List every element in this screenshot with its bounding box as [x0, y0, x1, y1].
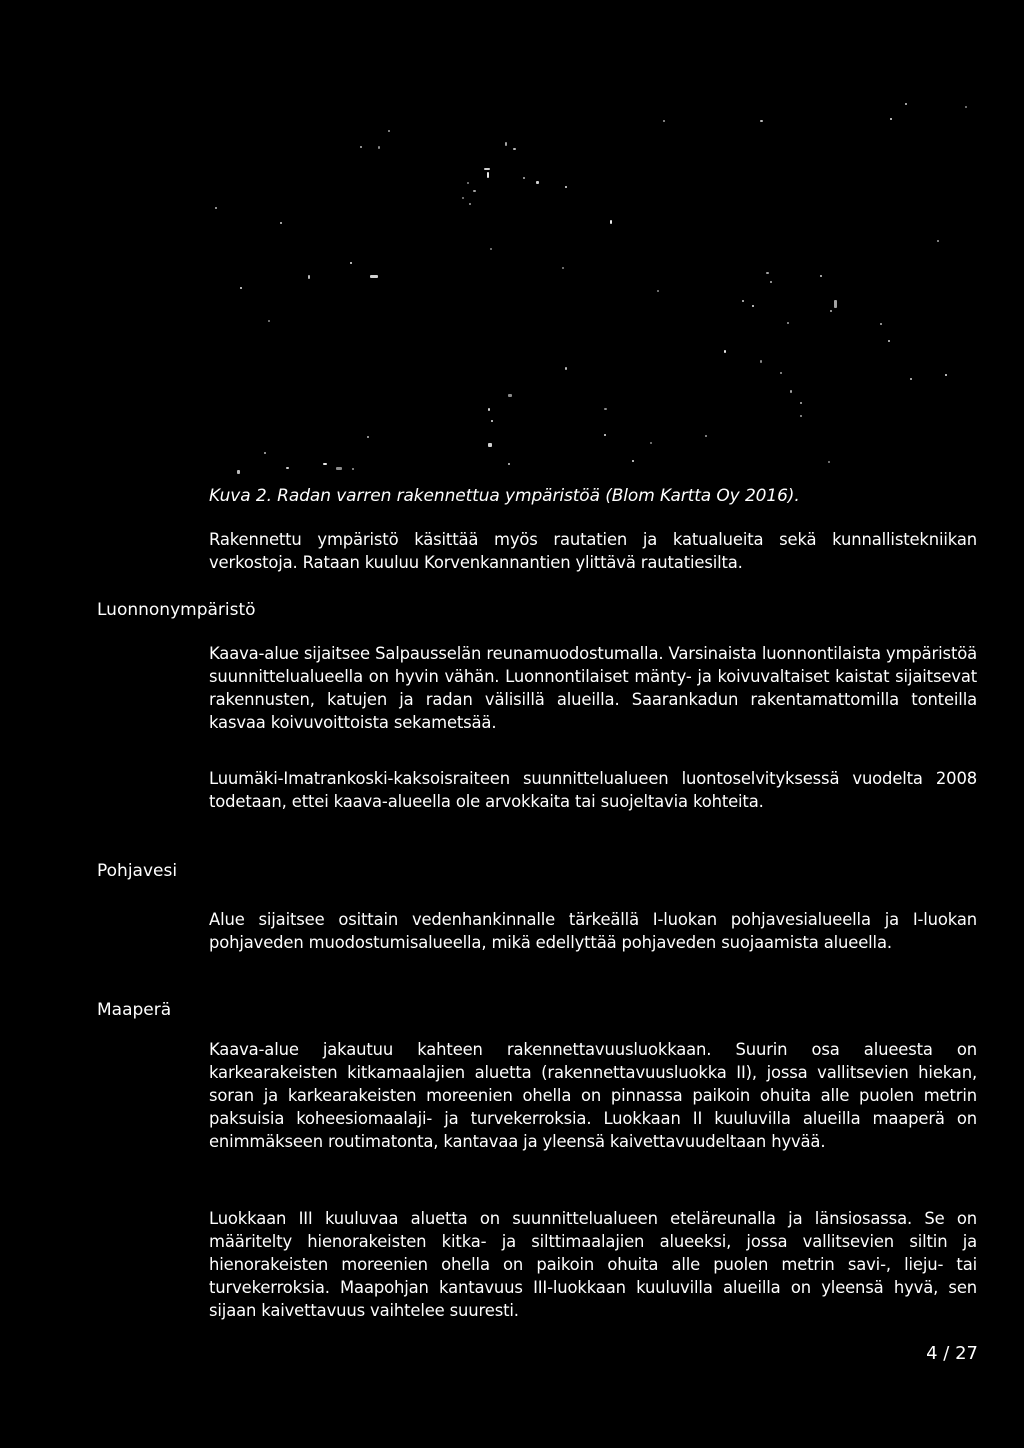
photo-speck — [488, 443, 492, 447]
photo-speck — [937, 240, 939, 242]
photo-speck — [491, 420, 493, 422]
photo-speck — [650, 442, 652, 444]
photo-speck — [286, 467, 289, 469]
photo-speck — [508, 394, 512, 397]
photo-speck — [308, 275, 310, 279]
photo-speck — [787, 322, 789, 324]
photo-speck — [945, 374, 947, 376]
photo-speck — [350, 262, 352, 264]
photo-speck — [828, 461, 830, 463]
photo-speck — [604, 434, 606, 436]
photo-speck — [378, 146, 380, 149]
photo-speck — [724, 350, 726, 353]
paragraph-pohjavesi: Alue sijaitsee osittain vedenhankinnalle tärkeällä I-luokan pohjavesialueella ja I-luokan pohjaveden muodostumisalueella, mikä edellyttää pohjaveden suojaamista alueella. — [209, 910, 977, 952]
photo-speck — [965, 106, 967, 108]
paragraph-luonnonymparisto-2: Luumäki-Imatrankoski-kaksoisraiteen suunnittelualueen luontoselvityksessä vuodelta 2008 todetaan, ettei kaava-alueella ole arvokkaita tai suojeltavia kohteita. — [209, 769, 977, 811]
paragraph-maapera-2: Luokkaan III kuuluvaa aluetta on suunnittelualueen eteläreunalla ja länsiosassa. Se on määritelty hienorakeisten kitka- ja silttimaalajien alueeksi, jossa vallitsevien siltin ja hienorakeisten moreenien ohella on paikoin ohuita alle puolen metrin savi-, lieju- tai turvekerroksia. Maapohjan kantavuus III-luokkaan kuuluvilla alueilla on yleensä hyvä, sen sijaan kaivettavuus vaihtelee suuresti. — [209, 1209, 977, 1320]
photo-speck — [880, 323, 882, 325]
photo-speck — [484, 168, 490, 170]
photo-speck — [367, 436, 369, 438]
photo-speck — [323, 463, 327, 465]
photo-speck — [610, 220, 612, 224]
photo-speck — [910, 378, 912, 380]
photo-speck — [780, 372, 782, 374]
photo-speck — [770, 281, 772, 283]
photo-speck — [663, 120, 665, 122]
photo-speck — [905, 103, 907, 105]
photo-speck — [604, 408, 607, 410]
photo-speck — [760, 360, 762, 363]
photo-speck — [268, 320, 270, 322]
photo-speck — [890, 118, 892, 120]
photo-speck — [760, 120, 763, 122]
photo-speck — [834, 300, 837, 308]
photo-speck — [360, 146, 362, 148]
photo-speck — [352, 468, 354, 470]
heading-pohjavesi: Pohjavesi — [97, 861, 178, 881]
photo-speck — [370, 275, 378, 278]
photo-speck — [766, 272, 769, 274]
photo-speck — [820, 275, 822, 277]
photo-speck — [565, 367, 567, 370]
photo-speck — [800, 415, 802, 417]
photo-speck — [632, 460, 634, 462]
photo-speck — [488, 408, 490, 411]
paragraph-maapera-1: Kaava-alue jakautuu kahteen rakennettavuusluokkaan. Suurin osa alueesta on karkearakeisten kitkamaalajien aluetta (rakennettavuusluokka II), jossa vallitsevien hiekan, soran ja karkearakeisten moreenien ohella on pinnassa paikoin ohuita alle puolen metrin paksuisia koheesiomaalaji- ja turvekerroksia. Luokkaan II kuuluvilla alueilla maaperä on enimmäkseen routimatonta, kantavaa ja yleensä kaivettavuudeltaan hyvää. — [209, 1040, 977, 1151]
photo-speck — [523, 177, 525, 179]
photo-speck — [490, 248, 492, 250]
photo-speck — [487, 172, 489, 178]
photo-speck — [790, 390, 792, 393]
photo-speck — [705, 435, 707, 437]
photo-speck — [237, 470, 240, 474]
photo-speck — [215, 207, 217, 209]
photo-speck — [240, 287, 242, 289]
photo-speck — [462, 197, 464, 199]
photo-speck — [752, 305, 754, 307]
photo-speck — [336, 467, 342, 470]
heading-maapera: Maaperä — [97, 1000, 172, 1020]
photo-speck — [742, 300, 744, 302]
photo-speck — [536, 181, 539, 184]
photo-speck — [388, 130, 390, 132]
photo-speck — [565, 186, 567, 188]
photo-speck — [562, 267, 564, 269]
photo-speck — [888, 340, 890, 342]
photo-speck — [513, 148, 516, 150]
photo-speck — [280, 222, 282, 224]
photo-speck — [800, 402, 802, 404]
photo-speck — [657, 290, 659, 292]
photo-speck — [469, 203, 471, 205]
paragraph-luonnonymparisto-1: Kaava-alue sijaitsee Salpausselän reunamuodostumalla. Varsinaista luonnontilaista ympäristöä suunnittelualueella on hyvin vähän. Luonnontilaiset mänty- ja koivuvaltaiset kaistat sijaitsevat rakennusten, katujen ja radan välisillä alueilla. Saarankadun rakentamattomilla tonteilla kasvaa koivuvoittoista sekametsää. — [209, 644, 977, 732]
photo-speck — [264, 452, 266, 454]
photo-speck — [467, 182, 469, 184]
photo-speck — [508, 463, 510, 465]
photo-speck — [473, 190, 476, 192]
heading-luonnonymparisto: Luonnonympäristö — [97, 600, 256, 620]
page-number: 4 / 27 — [926, 1343, 978, 1364]
figure-caption: Kuva 2. Radan varren rakennettua ympäristöä (Blom Kartta Oy 2016). — [209, 486, 800, 506]
photo-speck — [830, 310, 832, 312]
paragraph-rakennettu-ymparisto: Rakennettu ympäristö käsittää myös rautatien ja katualueita sekä kunnallistekniikan verkostoja. Rataan kuuluu Korvenkannantien ylittävä rautatiesilta. — [209, 530, 977, 572]
photo-speck — [505, 142, 507, 146]
